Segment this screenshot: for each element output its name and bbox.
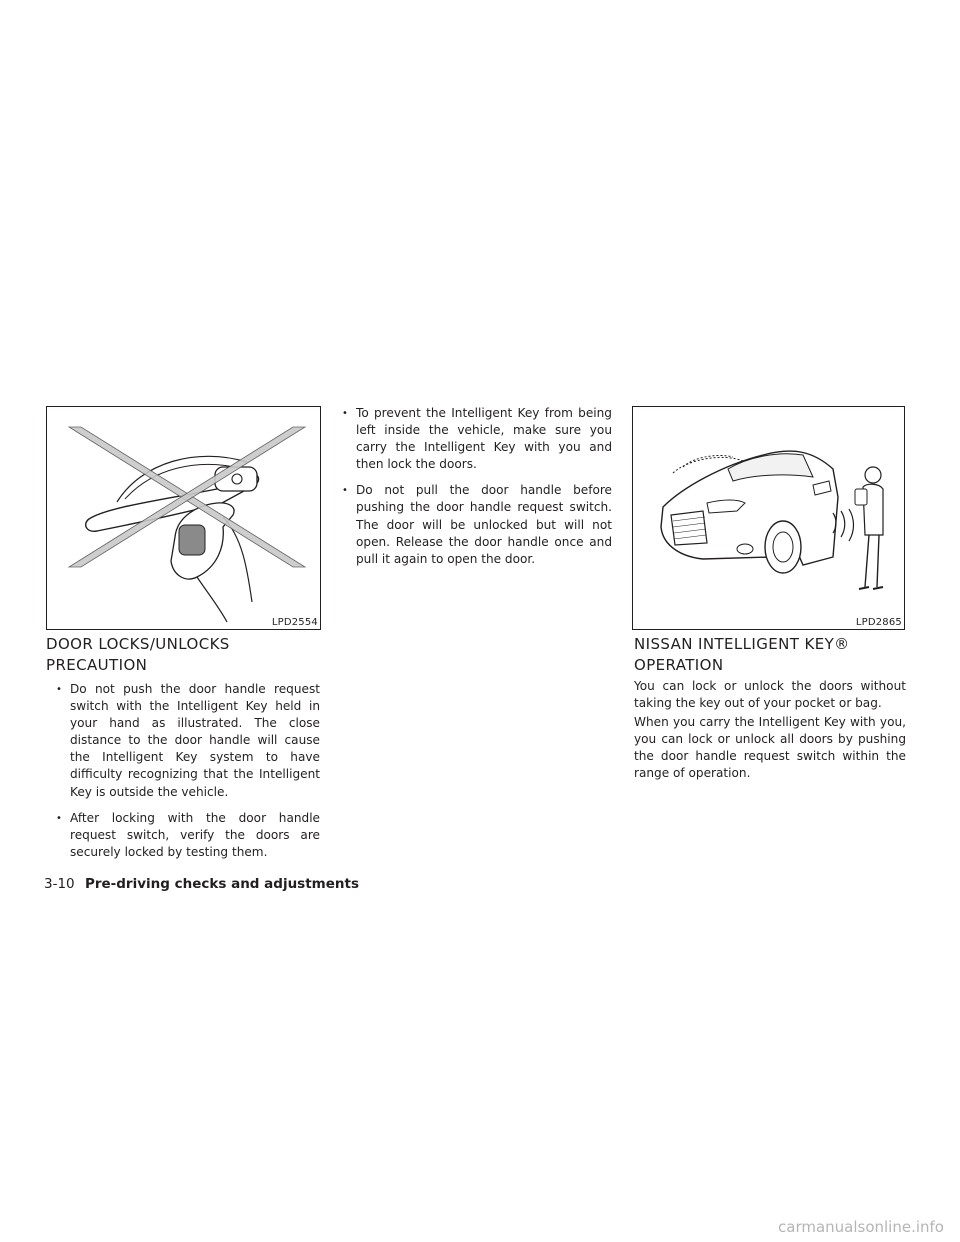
figure-door-handle-prohibited (46, 406, 321, 630)
page-number: 3-10 (44, 876, 75, 892)
heading-line: OPERATION (634, 656, 724, 674)
figure-intelligent-key-operation (632, 406, 905, 630)
watermark-link[interactable]: carmanualsonline.info (778, 1218, 944, 1236)
list-item: • Do not push the door handle request switch with the Intelligent Key held in your hand as illustrated. The close distance to the door handle will cause the Intelligent Key system to have difficulty recognizing that the Intelligent Key is outside the vehicle. (48, 681, 320, 801)
heading-line: NISSAN INTELLIGENT KEY® (634, 635, 850, 653)
list-item: • After locking with the door handle request switch, verify the doors are securely locked by testing them. (48, 810, 320, 861)
car-and-person-illustration (633, 407, 904, 629)
figure-code: LPD2865 (855, 617, 902, 628)
figure-code: LPD2554 (271, 617, 318, 628)
paragraph: When you carry the Intelligent Key with you, you can lock or unlock all doors by pushing the door handle request switch within the range of operation. (634, 715, 906, 781)
heading-line: PRECAUTION (46, 656, 148, 674)
section-heading-intelligent-key (634, 634, 914, 676)
page-footer (44, 876, 359, 892)
section-heading-door-locks (46, 634, 326, 676)
paragraph: You can lock or unlock the doors without taking the key out of your pocket or bag. (634, 679, 906, 711)
precaution-list-col2 (334, 405, 612, 577)
precaution-list-col1 (48, 681, 320, 870)
section-title: Pre-driving checks and adjustments (84, 876, 359, 892)
list-item: • Do not pull the door handle before pushing the door handle request switch. The door will be unlocked but will not open. Release the door handle once and pull it again to open the door. (334, 482, 612, 567)
list-item: • To prevent the Intelligent Key from being left inside the vehicle, make sure you carry the Intelligent Key with you and then lock the doors. (334, 405, 612, 473)
door-handle-illustration (47, 407, 320, 629)
heading-line: DOOR LOCKS/UNLOCKS (46, 635, 230, 653)
